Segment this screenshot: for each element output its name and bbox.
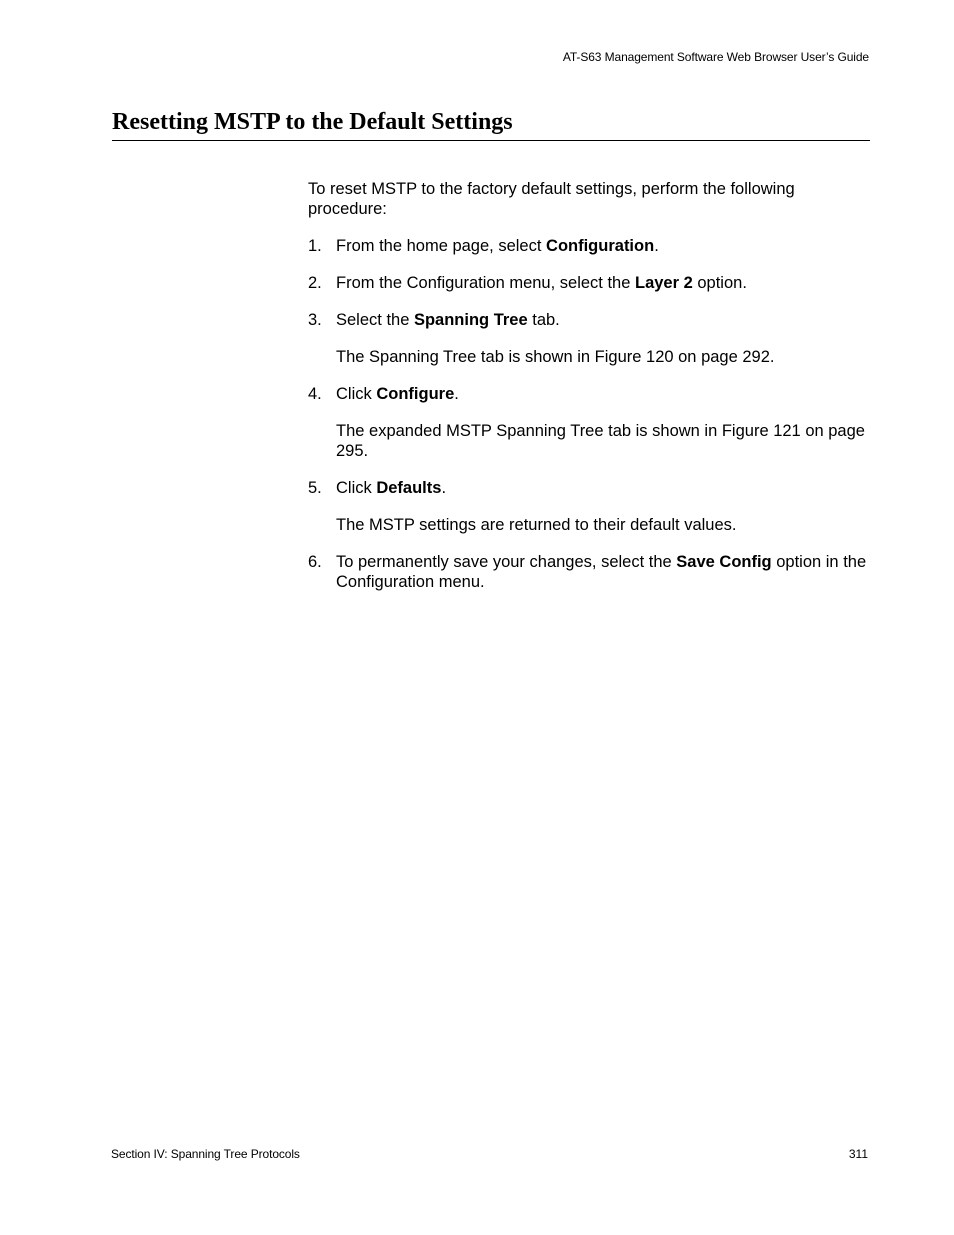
footer-page-number: 311 (848, 1147, 868, 1161)
step-4 (308, 384, 870, 461)
section-title: Resetting MSTP to the Default Settings (112, 109, 513, 135)
title-rule (112, 140, 870, 141)
step-text: Select the Spanning Tree tab. (336, 311, 560, 329)
step-1 (308, 236, 870, 256)
step-note: The MSTP settings are returned to their default values. (336, 516, 737, 534)
running-header: AT-S63 Management Software Web Browser User’s Guide (562, 50, 869, 64)
step-2 (308, 273, 870, 293)
step-number: 6. (308, 553, 322, 571)
step-note: The Spanning Tree tab is shown in Figure 120 on page 292. (336, 348, 775, 366)
button-configure: Configure (376, 385, 455, 403)
step-number: 1. (308, 237, 322, 255)
step-text: Click Defaults. (336, 479, 447, 497)
menu-option-layer-2: Layer 2 (634, 274, 693, 292)
step-number: 4. (308, 385, 322, 403)
intro-paragraph: To reset MSTP to the factory default settings, perform the following procedure: (308, 180, 795, 218)
step-5 (308, 478, 870, 535)
step-text: From the home page, select Configuration. (336, 237, 659, 255)
step-number: 2. (308, 274, 322, 292)
menu-option-save-config: Save Config (676, 553, 772, 571)
step-note: The expanded MSTP Spanning Tree tab is shown in Figure 121 on page 295. (336, 422, 865, 460)
step-text: From the Configuration menu, select the Layer 2 option. (336, 274, 747, 292)
step-3 (308, 310, 870, 367)
step-6 (308, 552, 870, 592)
step-number: 5. (308, 479, 322, 497)
button-defaults: Defaults (376, 479, 442, 497)
procedure-content (308, 179, 870, 609)
footer-section-label: Section IV: Spanning Tree Protocols (111, 1147, 300, 1161)
step-text: Click Configure. (336, 385, 459, 403)
step-number: 3. (308, 311, 322, 329)
tab-spanning-tree: Spanning Tree (413, 311, 528, 329)
step-text: To permanently save your changes, select the Save Config option in the Configuration menu. (336, 553, 867, 591)
menu-option-configuration: Configuration (546, 237, 655, 255)
